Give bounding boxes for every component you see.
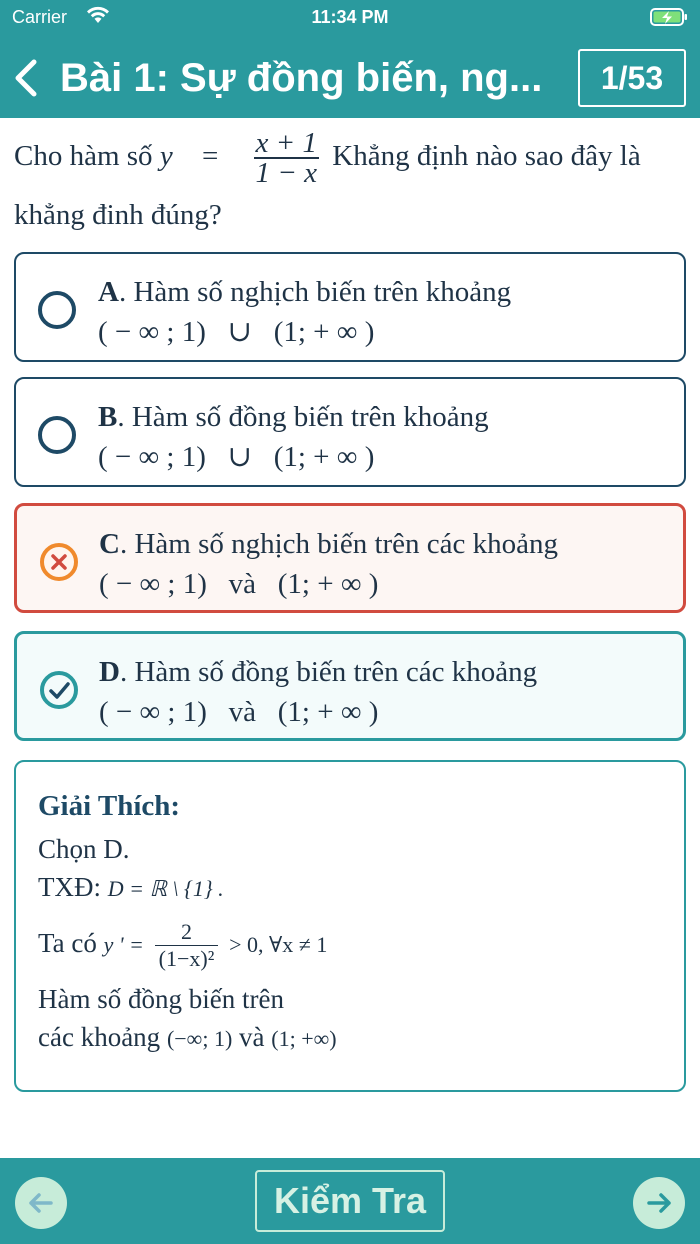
header <box>0 0 700 118</box>
explanation-body <box>38 830 668 1056</box>
domain-math: D = ℝ \ {1} . <box>107 876 224 901</box>
status-bar <box>0 0 700 36</box>
explanation-derivative <box>38 906 668 980</box>
derivative-denominator: (1−x)² <box>158 946 215 972</box>
option-letter: B <box>98 401 118 433</box>
question-var-y: y <box>159 140 173 172</box>
derivative-label: Ta có <box>38 928 97 958</box>
option-interval: ( − ∞ ; 1) và (1; + ∞ ) <box>99 568 379 600</box>
fraction-denominator: 1 − x <box>255 157 317 190</box>
explanation-answer: Chọn D. <box>38 834 130 864</box>
option-interval: ( − ∞ ; 1) ∪ (1; + ∞ ) <box>98 316 375 348</box>
explanation-panel <box>14 760 686 1092</box>
correct-check-circle-icon[interactable] <box>39 670 79 710</box>
nav-bar <box>0 44 700 112</box>
option-letter: C <box>99 528 120 560</box>
bottom-bar <box>0 1158 700 1244</box>
option-interval: ( − ∞ ; 1) và (1; + ∞ ) <box>99 696 379 728</box>
check-answer-button[interactable]: Kiểm Tra <box>255 1170 445 1232</box>
question-suffix: Khẳng định nào sao đây là khẳng đinh đúng? <box>14 140 641 232</box>
derivative-lhs: y ' = <box>103 932 144 957</box>
option-a-text <box>98 272 678 352</box>
interval-left: (−∞; 1) <box>166 1026 233 1051</box>
wrong-x-circle-icon[interactable] <box>39 542 79 582</box>
option-b-text <box>98 397 678 477</box>
radio-empty-icon[interactable] <box>38 416 76 454</box>
option-d[interactable] <box>14 631 686 741</box>
explanation-intervals <box>38 1018 668 1056</box>
arrow-right-icon <box>641 1185 677 1221</box>
arrow-left-icon <box>23 1185 59 1221</box>
intervals-and: và <box>239 1022 265 1052</box>
status-time: 11:34 PM <box>311 7 389 27</box>
derivative-rhs: > 0, ∀x ≠ 1 <box>229 932 328 957</box>
explanation-conclusion: Hàm số đồng biến trên <box>38 984 284 1014</box>
back-chevron-icon[interactable] <box>10 54 44 102</box>
next-button[interactable] <box>633 1177 685 1229</box>
option-label: . Hàm số nghịch biến trên khoảng <box>118 276 512 308</box>
radio-empty-icon[interactable] <box>38 291 76 329</box>
question-text <box>14 128 686 243</box>
option-a[interactable] <box>14 252 686 362</box>
interval-right: (1; +∞) <box>271 1026 337 1051</box>
derivative-fraction <box>155 919 219 972</box>
option-c-text <box>99 524 679 604</box>
question-counter: 1/53 <box>578 49 686 107</box>
option-letter: D <box>99 656 120 688</box>
question-equals: = <box>201 140 219 172</box>
battery-charging-icon <box>650 7 688 27</box>
intervals-text: các khoảng <box>38 1022 161 1052</box>
option-d-text <box>99 652 679 732</box>
option-b[interactable] <box>14 377 686 487</box>
option-label: . Hàm số đồng biến trên các khoảng <box>119 656 538 688</box>
option-letter: A <box>98 276 119 308</box>
lesson-title: Bài 1: Sự đồng biến, ng... <box>60 56 543 100</box>
previous-button[interactable] <box>15 1177 67 1229</box>
fraction-numerator: x + 1 <box>255 127 317 160</box>
option-interval: ( − ∞ ; 1) ∪ (1; + ∞ ) <box>98 441 375 473</box>
option-c[interactable] <box>14 503 686 613</box>
domain-label: TXĐ: <box>38 872 101 902</box>
question-fraction <box>254 127 319 190</box>
explanation-title: Giải Thích: <box>38 790 181 822</box>
option-label: . Hàm số đồng biến trên khoảng <box>117 401 489 433</box>
carrier-label: Carrier <box>12 7 68 27</box>
option-label: . Hàm số nghịch biến trên các khoảng <box>119 528 559 560</box>
question-prefix: Cho hàm số <box>14 140 153 172</box>
derivative-numerator: 2 <box>155 919 219 946</box>
explanation-domain <box>38 868 668 906</box>
